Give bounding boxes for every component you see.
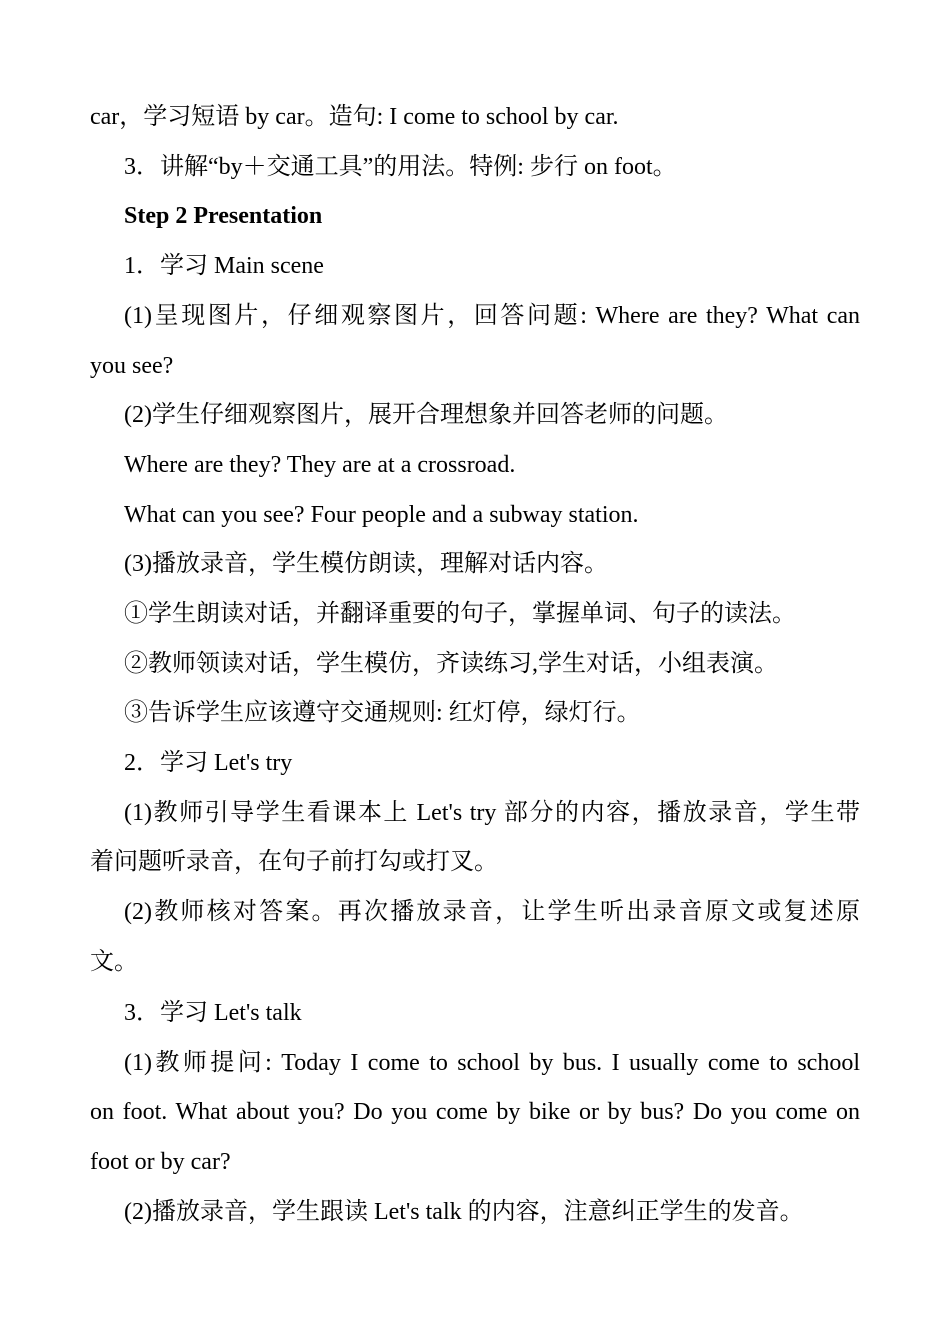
text-line-8: Where are they? They are at a crossroad. [124, 452, 516, 478]
subheading-main-scene: 1．学习 Main scene [124, 253, 324, 279]
section-heading-step-2: Step 2 Presentation [124, 203, 323, 229]
text-line-22: foot or by car? [90, 1149, 231, 1175]
text-line-7: (2)学生仔细观察图片，展开合理想象并回答老师的问题。 [124, 402, 728, 428]
text-line-6: you see? [90, 353, 174, 379]
text-line-20: (1)教师提问: Today I come to school by bus. I usually come to school [124, 1050, 860, 1076]
text-line-23: (2)播放录音，学生跟读 Let's talk 的内容，注意纠正学生的发音。 [124, 1199, 804, 1225]
text-line-12: ②教师领读对话，学生模仿，齐读练习,学生对话，小组表演。 [124, 651, 778, 677]
text-line-13: ③告诉学生应该遵守交通规则: 红灯停，绿灯行。 [124, 700, 641, 726]
text-line-10: (3)播放录音，学生模仿朗读，理解对话内容。 [124, 551, 608, 577]
text-line-21: on foot. What about you? Do you come by bike or by bus? Do you come on [90, 1099, 860, 1125]
text-line-15: (1)教师引导学生看课本上 Let's try 部分的内容，播放录音，学生带 [124, 800, 860, 826]
text-line-16: 着问题听录音，在句子前打勾或打叉。 [90, 849, 498, 875]
text-line-18: 文。 [90, 949, 138, 975]
subheading-lets-talk: 3．学习 Let's talk [124, 1000, 302, 1026]
text-line-2: 3．讲解“by＋交通工具”的用法。特例: 步行 on foot。 [124, 154, 677, 180]
text-line-5: (1)呈现图片，仔细观察图片，回答问题: Where are they? What can [124, 303, 860, 329]
text-line-9: What can you see? Four people and a subway station. [124, 502, 639, 528]
subheading-lets-try: 2．学习 Let's try [124, 750, 293, 776]
text-line-17: (2)教师核对答案。再次播放录音，让学生听出录音原文或复述原 [124, 899, 860, 925]
text-line-11: ①学生朗读对话，并翻译重要的句子，掌握单词、句子的读法。 [124, 601, 796, 627]
text-line-1: car，学习短语 by car。造句: I come to school by car. [90, 104, 619, 130]
